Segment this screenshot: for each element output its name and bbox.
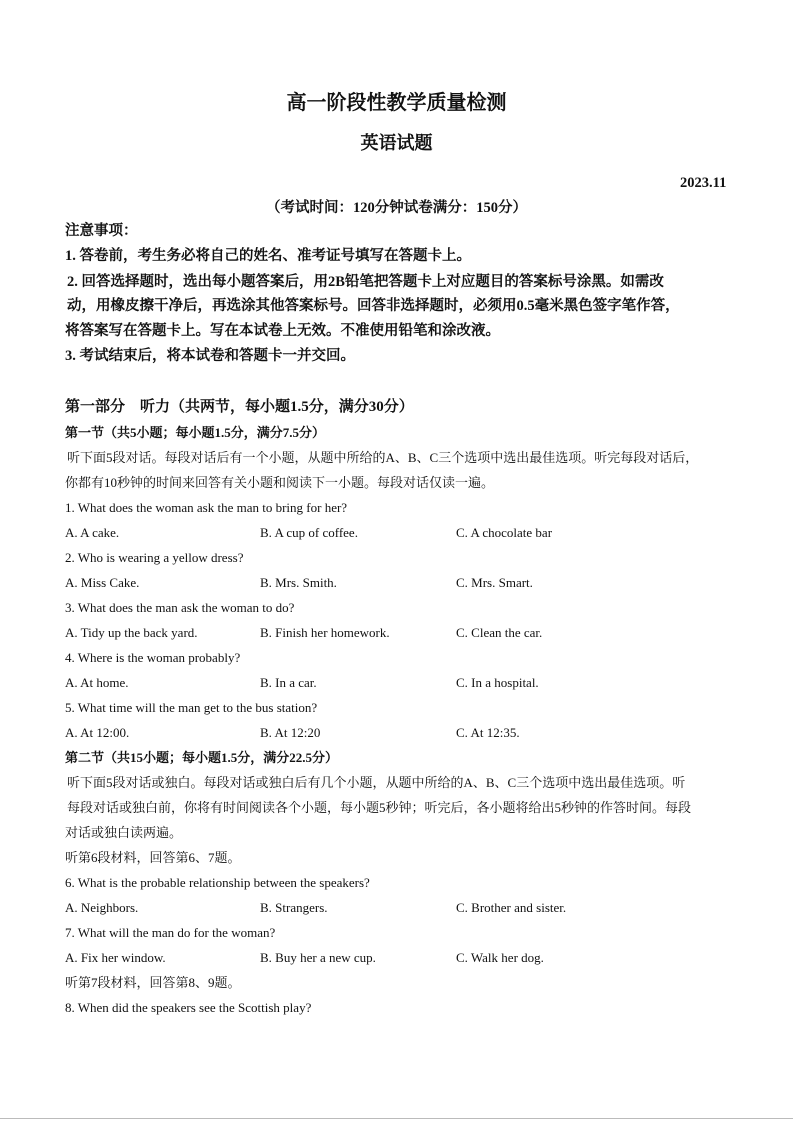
notice-item: 2. 回答选择题时，选出每小题答案后，用2B铅笔把答题卡上对应题目的答案标号涂黑。如需改 xyxy=(67,274,664,290)
option-b: B. At 12:20 xyxy=(260,725,321,740)
question-4: 4. Where is the woman probably? xyxy=(65,650,241,665)
question-7: 7. What will the man do for the woman? xyxy=(65,925,276,940)
option-c: C. A chocolate bar xyxy=(456,525,553,540)
option-c: C. In a hospital. xyxy=(456,675,539,690)
section2-heading: 第二节（共15小题；每小题1.5分，满分22.5分） xyxy=(65,750,339,765)
part1-heading: 第一部分 听力（共两节，每小题1.5分，满分30分） xyxy=(65,399,414,415)
question-3: 3. What does the man ask the woman to do? xyxy=(65,600,295,615)
option-b: B. Mrs. Smith. xyxy=(260,575,337,590)
notice-heading: 注意事项： xyxy=(65,223,138,239)
option-b: B. Finish her homework. xyxy=(260,625,390,640)
option-a: A. At home. xyxy=(65,675,129,690)
option-a: A. Fix her window. xyxy=(65,950,166,965)
material-7-note: 听第7段材料，回答第8、9题。 xyxy=(65,975,241,990)
notice-item: 1. 答卷前，考生务必将自己的姓名、准考证号填写在答题卡上。 xyxy=(65,248,471,264)
option-b: B. Buy her a new cup. xyxy=(260,950,376,965)
question-6: 6. What is the probable relationship between the speakers? xyxy=(65,875,370,890)
document-subtitle: 英语试题 xyxy=(360,133,433,153)
option-a: A. Tidy up the back yard. xyxy=(65,625,198,640)
option-b: B. A cup of coffee. xyxy=(260,525,358,540)
section1-instructions: 听下面5段对话。每段对话后有一个小题，从题中所给的A、B、C三个选项中选出最佳选项。听完每段对话后， xyxy=(67,450,699,465)
section2-instructions: 听下面5段对话或独白。每段对话或独白后有几个小题，从题中所给的A、B、C三个选项中选出最佳选项。听 xyxy=(67,775,686,790)
option-c: C. Brother and sister. xyxy=(456,900,567,915)
section1-instructions: 你都有10秒钟的时间来回答有关小题和阅读下一小题。每段对话仅读一遍。 xyxy=(65,475,495,490)
section1-heading: 第一节（共5小题；每小题1.5分，满分7.5分） xyxy=(65,425,326,440)
exam-date: 2023.11 xyxy=(680,175,727,191)
section2-instructions: 对话或独白读两遍。 xyxy=(65,825,183,840)
option-c: C. Mrs. Smart. xyxy=(456,575,533,590)
document-title: 高一阶段性教学质量检测 xyxy=(286,92,507,114)
notice-item: 将答案写在答题卡上。写在本试卷上无效。不准使用铅笔和涂改液。 xyxy=(65,323,500,339)
question-1: 1. What does the woman ask the man to bring for her? xyxy=(65,500,348,515)
page-bottom-divider xyxy=(0,1118,793,1119)
notice-item: 动，用橡皮擦干净后，再选涂其他答案标号。回答非选择题时，必须用0.5毫米黑色签字笔作答， xyxy=(67,298,680,314)
question-2: 2. Who is wearing a yellow dress? xyxy=(65,550,244,565)
option-a: A. Miss Cake. xyxy=(65,575,140,590)
option-c: C. Walk her dog. xyxy=(456,950,544,965)
exam-info: （考试时间：120分钟试卷满分：150分） xyxy=(266,200,527,216)
option-c: C. Clean the car. xyxy=(456,625,543,640)
material-6-note: 听第6段材料，回答第6、7题。 xyxy=(65,850,241,865)
question-5: 5. What time will the man get to the bus station? xyxy=(65,700,318,715)
option-a: A. At 12:00. xyxy=(65,725,130,740)
option-a: A. A cake. xyxy=(65,525,120,540)
section2-instructions: 每段对话或独白前，你将有时间阅读各个小题，每小题5秒钟；听完后，各小题将给出5秒钟的作答时间。每段 xyxy=(67,800,692,815)
notice-item: 3. 考试结束后，将本试卷和答题卡一并交回。 xyxy=(65,348,355,364)
option-b: B. In a car. xyxy=(260,675,317,690)
option-b: B. Strangers. xyxy=(260,900,328,915)
option-a: A. Neighbors. xyxy=(65,900,139,915)
question-8: 8. When did the speakers see the Scottish play? xyxy=(65,1000,312,1015)
option-c: C. At 12:35. xyxy=(456,725,520,740)
